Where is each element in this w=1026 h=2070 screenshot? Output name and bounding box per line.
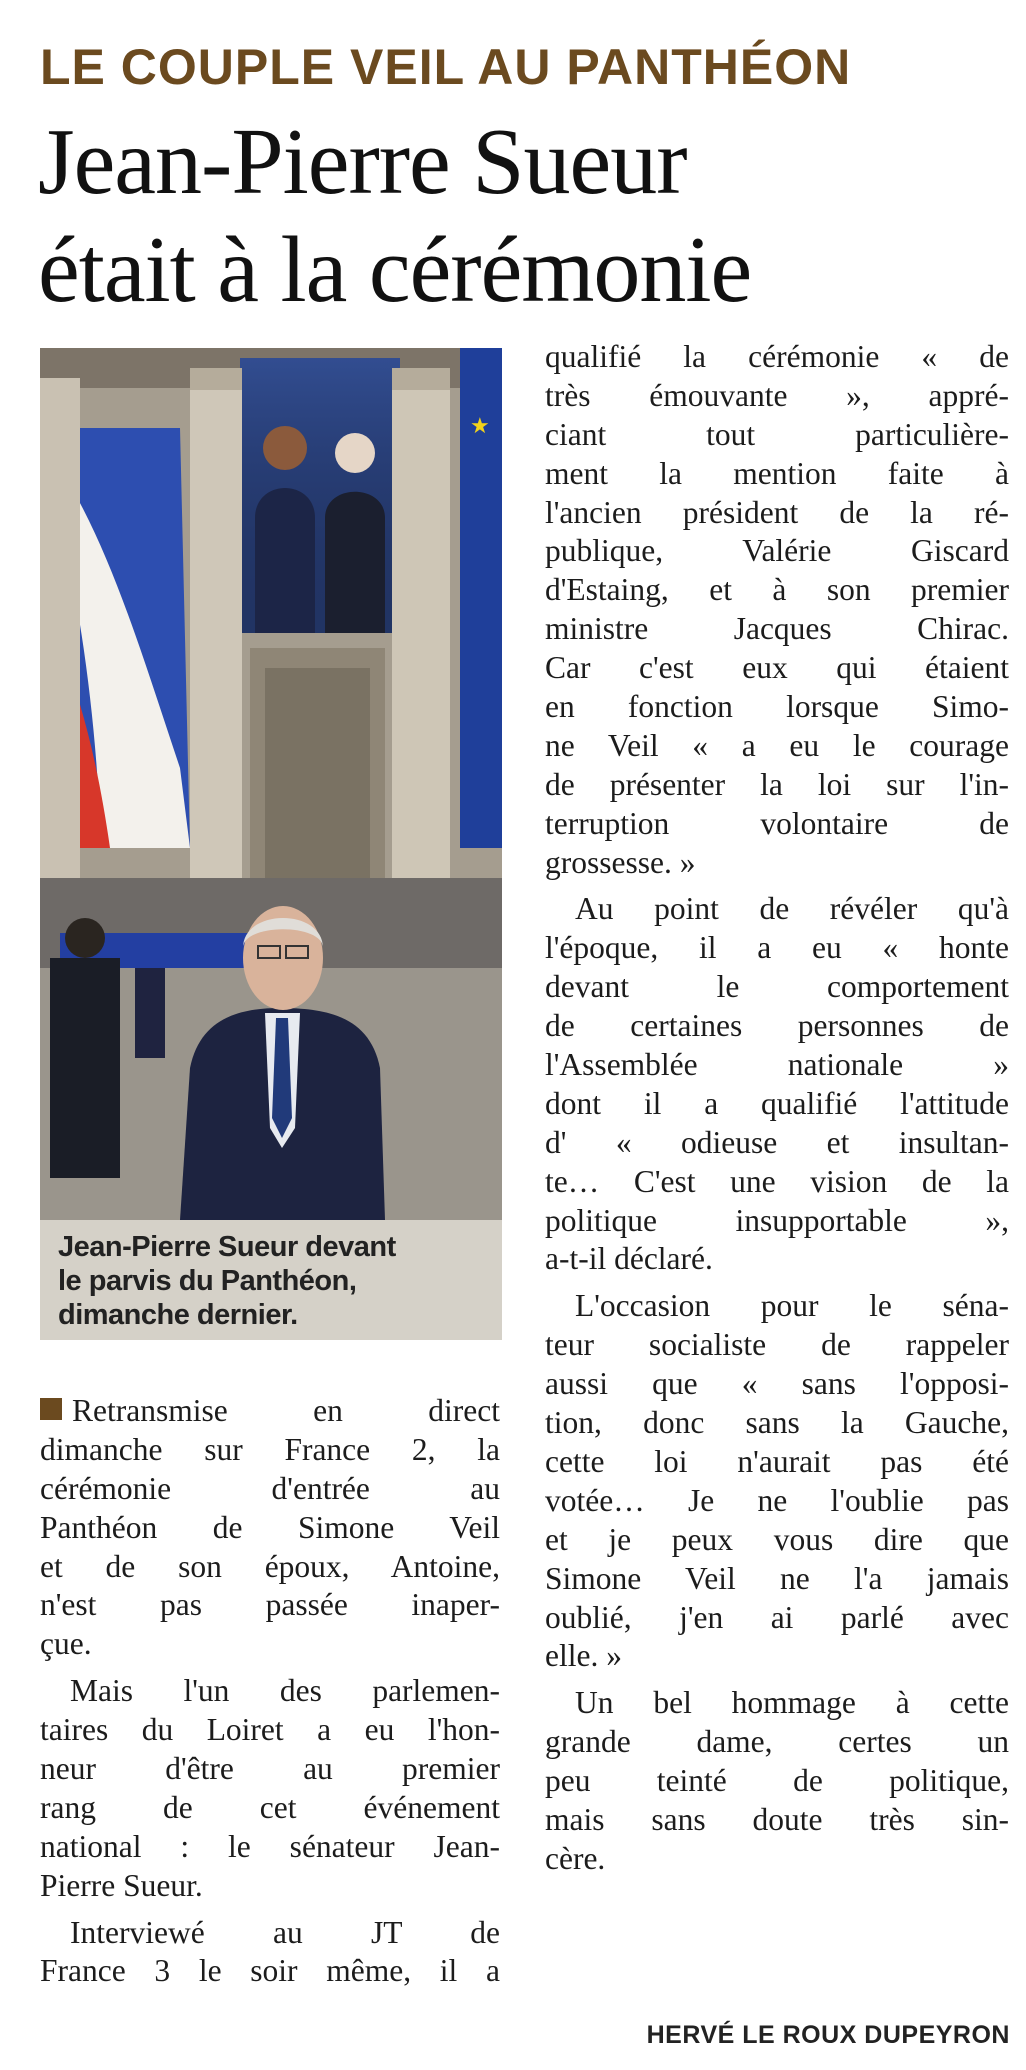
body-line: l'Assemblée nationale »: [545, 1047, 1009, 1083]
body-line: neur d'être au premier: [40, 1751, 500, 1787]
body-line: très émouvante », appré-: [545, 377, 1009, 413]
body-line: oublié, j'en ai parlé avec: [545, 1599, 1009, 1635]
body-line: grossesse. »: [545, 844, 696, 880]
body-line: d' « odieuse et insultan-: [545, 1124, 1009, 1160]
body-line: Interviewé au JT de: [70, 1914, 500, 1950]
body-line: l'ancien président de la ré-: [545, 494, 1009, 530]
body-line: qualifié la cérémonie « de: [545, 339, 1009, 374]
body-line: France 3 le soir même, il a: [40, 1953, 500, 1989]
body-line: cérémonie d'entrée au: [40, 1470, 500, 1506]
body-line: politique insupportable »,: [545, 1202, 1009, 1238]
svg-text:★: ★: [470, 414, 490, 439]
body-line: cette loi n'aurait pas été: [545, 1443, 1009, 1479]
body-line: çue.: [40, 1626, 92, 1662]
body-line: Au point de révéler qu'à: [575, 891, 1009, 927]
article-kicker: LE COUPLE VEIL AU PANTHÉON: [40, 39, 852, 95]
body-line: peu teinté de politique,: [545, 1763, 1009, 1799]
body-line: de présenter la loi sur l'in-: [545, 766, 1009, 802]
body-line: Pierre Sueur.: [40, 1867, 203, 1903]
body-line: grande dame, certes un: [545, 1724, 1009, 1760]
body-line: taires du Loiret a eu l'hon-: [40, 1712, 500, 1748]
body-column-right: [545, 338, 1009, 1879]
body-line: ministre Jacques Chirac.: [545, 611, 1009, 647]
body-line: L'occasion pour le séna-: [575, 1288, 1009, 1324]
body-line: teur socialiste de rappeler: [545, 1327, 1009, 1363]
body-line: n'est pas passée inaper-: [40, 1587, 500, 1623]
body-line: Retransmise en direct: [40, 1392, 500, 1431]
caption-line: Jean-Pierre Sueur devant: [58, 1231, 396, 1263]
photo-caption: [40, 1220, 502, 1340]
body-line: votée… Je ne l'oublie pas: [545, 1482, 1009, 1518]
paragraph-bullet-icon: [40, 1398, 62, 1420]
body-line: cère.: [545, 1840, 606, 1876]
pantheon-photo-illustration: [40, 348, 502, 1220]
body-line: dimanche sur France 2, la: [40, 1431, 500, 1467]
body-line: national : le sénateur Jean-: [40, 1828, 500, 1864]
headline-line-1: Jean-Pierre Sueur: [38, 110, 687, 214]
body-line: Panthéon de Simone Veil: [40, 1509, 500, 1545]
body-line: Mais l'un des parlemen-: [70, 1673, 500, 1709]
body-line: et de son époux, Antoine,: [40, 1548, 500, 1584]
body-line: l'époque, il a eu « honte: [545, 930, 1009, 966]
body-line: rang de cet événement: [40, 1789, 500, 1825]
body-line: tion, donc sans la Gauche,: [545, 1405, 1009, 1441]
headline-line-2: était à la cérémonie: [38, 218, 752, 322]
body-line: elle. »: [545, 1638, 622, 1674]
body-line: de certaines personnes de: [545, 1008, 1009, 1044]
body-line: d'Estaing, et à son premier: [545, 572, 1009, 608]
body-line: a-t-il déclaré.: [545, 1241, 713, 1277]
body-line: mais sans doute très sin-: [545, 1801, 1009, 1837]
body-line: Car c'est eux qui étaient: [545, 650, 1009, 686]
body-line: dont il a qualifié l'attitude: [545, 1085, 1009, 1121]
body-line: Simone Veil ne l'a jamais: [545, 1560, 1009, 1596]
body-line: ne Veil « a eu le courage: [545, 727, 1009, 763]
body-line: devant le comportement: [545, 969, 1009, 1005]
article-photo: [40, 348, 502, 1220]
author-signature: HERVÉ LE ROUX DUPEYRON: [646, 2021, 1010, 2049]
body-line: Un bel hommage à cette: [575, 1685, 1009, 1721]
body-line: et je peux vous dire que: [545, 1521, 1009, 1557]
body-line: terruption volontaire de: [545, 805, 1009, 841]
body-line: te… C'est une vision de la: [545, 1163, 1009, 1199]
body-line: ment la mention faite à: [545, 455, 1009, 491]
body-line: ciant tout particulière-: [545, 416, 1009, 452]
caption-line: le parvis du Panthéon,: [58, 1265, 357, 1297]
article-headline: [38, 108, 998, 324]
caption-line: dimanche dernier.: [58, 1299, 298, 1331]
body-line: aussi que « sans l'opposi-: [545, 1366, 1009, 1402]
body-line: publique, Valérie Giscard: [545, 533, 1009, 569]
body-line: en fonction lorsque Simo-: [545, 689, 1009, 725]
body-column-left: [40, 1392, 500, 1991]
